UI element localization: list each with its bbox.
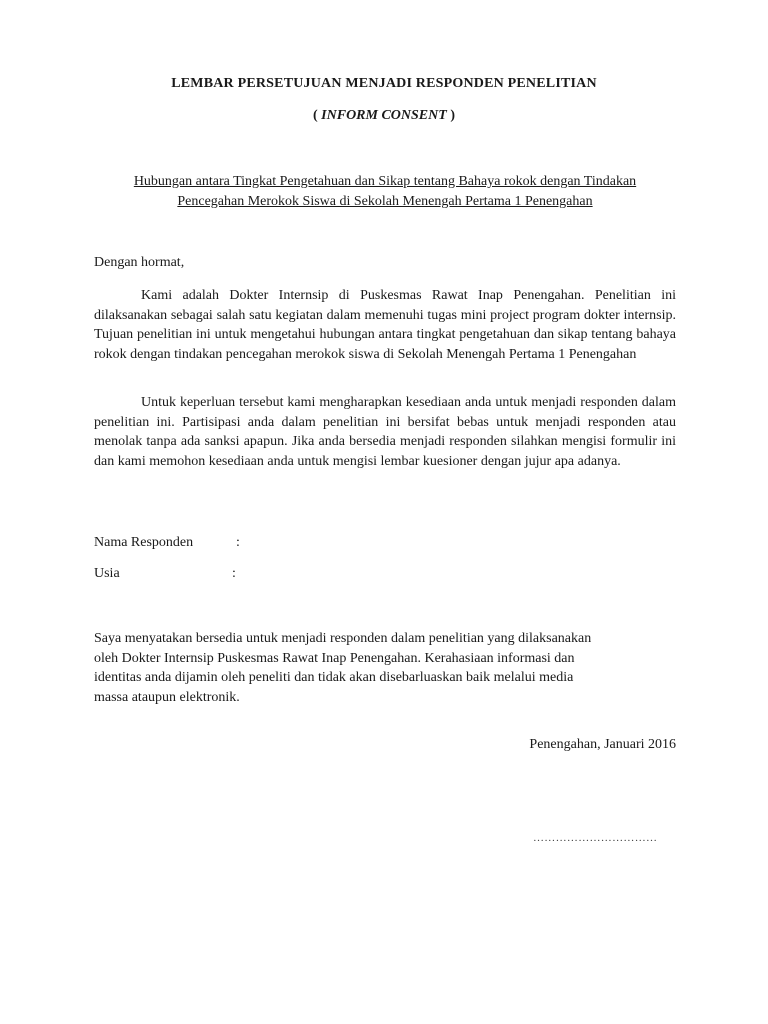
paragraph-request: Untuk keperluan tersebut kami mengharapkan kesediaan anda untuk menjadi responden dalam penelitian ini. Partisipasi anda dalam penelitian ini bersifat bebas untuk menjadi responden atau menolak tanpa ada sanksi apapun. Jika anda bersedia menjadi responden silahkan mengisi formulir ini dan kami memohon kesediaan anda untuk mengisi lembar kuesioner dengan jujur apa adanya.	[94, 395, 676, 469]
field-row-usia	[94, 566, 236, 582]
paragraph-introduction: Kami adalah Dokter Internsip di Puskesmas Rawat Inap Penengahan. Penelitian ini dilaksanakan sebagai salah satu kegiatan dalam memenuhi tugas mini project program dokter internsip. Tujuan penelitian ini untuk mengetahui hubungan antara tingkat pengetahuan dan sikap tentang bahaya rokok dengan tindakan pencegahan merokok siswa di Sekolah Menengah Pertama 1 Penengahan	[94, 288, 676, 362]
greeting: Dengan hormat,	[94, 255, 185, 270]
place-date: Penengahan, Januari 2016	[529, 737, 676, 752]
field-label-usia: Usia	[94, 566, 120, 581]
subtitle-open-paren: (	[313, 108, 322, 123]
research-title	[94, 172, 676, 212]
statement-line-4: massa ataupun elektronik.	[94, 689, 240, 705]
subtitle-close-paren: )	[446, 108, 455, 123]
field-label-nama-responden: Nama Responden	[94, 535, 194, 550]
statement-line-1: Saya menyatakan bersedia untuk menjadi responden dalam penelitian yang dilaksanakan	[94, 631, 592, 646]
research-title-line-1: Hubungan antara Tingkat Pengetahuan dan Sikap tentang Bahaya rokok dengan Tindakan	[133, 174, 637, 189]
document-subtitle	[0, 108, 768, 124]
field-colon-usia: :	[232, 566, 236, 581]
consent-statement	[94, 629, 676, 707]
statement-line-2: oleh Dokter Internsip Puskesmas Rawat Inap Penengahan. Kerahasiaan informasi dan	[94, 650, 575, 666]
document-title: LEMBAR PERSETUJUAN MENJADI RESPONDEN PENELITIAN	[171, 76, 597, 91]
statement-line-3: identitas anda dijamin oleh peneliti dan tidak akan disebarluaskan baik melalui media	[94, 670, 574, 685]
field-row-nama-responden	[94, 535, 240, 551]
subtitle-inform-consent: INFORM CONSENT	[321, 108, 447, 123]
research-title-line-2: Pencegahan Merokok Siswa di Sekolah Menengah Pertama 1 Penengahan	[177, 194, 593, 209]
signature-line: ……………………………	[533, 832, 658, 844]
field-colon-nama-responden: :	[236, 535, 240, 550]
